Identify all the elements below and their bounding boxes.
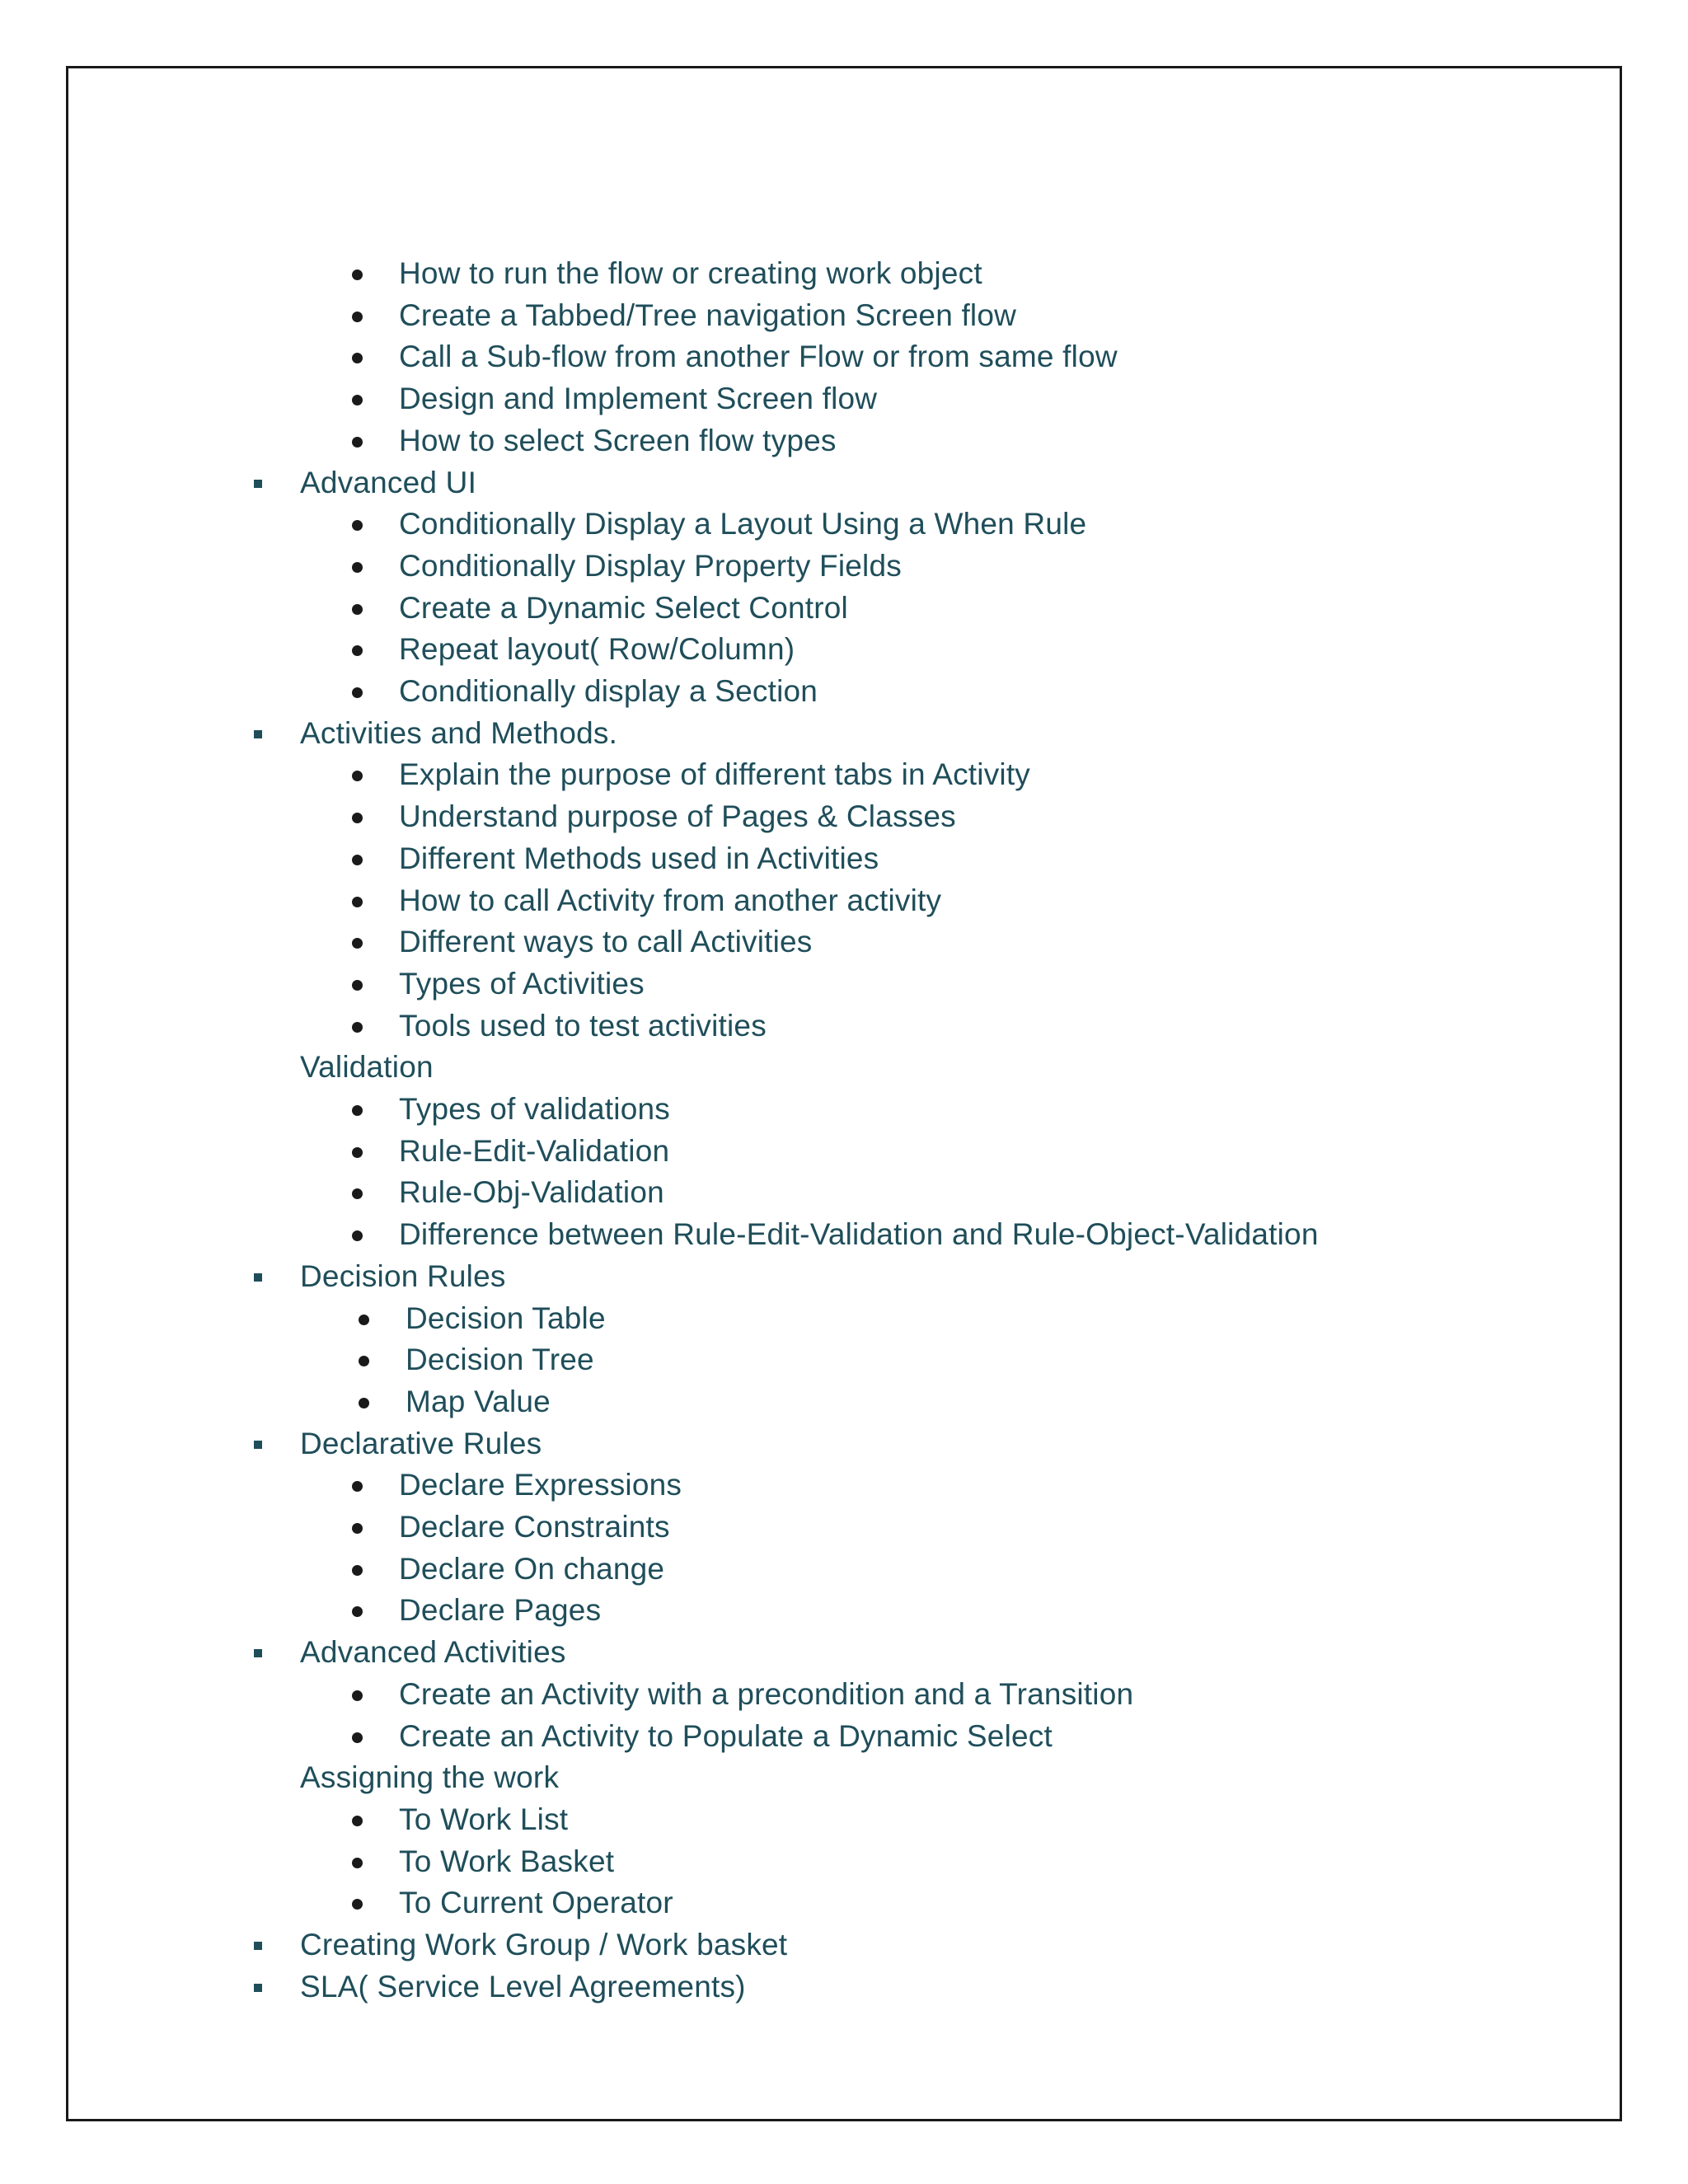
list-item <box>68 1506 1620 1549</box>
list-item-text: To Work List <box>399 1802 569 1836</box>
list-item <box>68 1715 1620 1758</box>
section-heading <box>68 1756 1620 1799</box>
section-heading <box>68 1255 1620 1298</box>
list-item-text: Conditionally Display Property Fields <box>399 548 902 583</box>
list-item-text: Decision Rules <box>300 1258 506 1293</box>
list-item <box>68 879 1620 922</box>
list-item <box>68 1130 1620 1173</box>
section-heading <box>68 712 1620 755</box>
section-heading <box>68 462 1620 504</box>
list-item-text: Rule-Edit-Validation <box>399 1133 670 1168</box>
list-item <box>68 1882 1620 1924</box>
list-item <box>68 837 1620 880</box>
section-heading <box>68 1966 1620 2008</box>
list-item <box>68 628 1620 671</box>
list-item-text: Declare Pages <box>399 1593 602 1628</box>
list-item-text: Map Value <box>406 1384 551 1418</box>
list-item-text: How to run the flow or creating work object <box>399 256 982 290</box>
list-item-text: Create a Tabbed/Tree navigation Screen flow <box>399 298 1017 332</box>
list-item-text: Difference between Rule-Edit-Validation and Rule-Object-Validation <box>399 1217 1319 1252</box>
list-item-text: Decision Table <box>406 1301 606 1335</box>
list-item-text: Declare On change <box>399 1551 665 1586</box>
list-item-text: Explain the purpose of different tabs in Activity <box>399 757 1031 792</box>
list-item-text: How to call Activity from another activity <box>399 883 942 917</box>
list-item-text: Understand purpose of Pages & Classes <box>399 799 956 834</box>
list-item-text: Validation <box>300 1050 434 1085</box>
list-item-text: Repeat layout( Row/Column) <box>399 632 795 667</box>
list-item-text: Declare Expressions <box>399 1468 682 1502</box>
list-item-text: Advanced Activities <box>300 1635 566 1670</box>
list-item <box>68 419 1620 462</box>
page-frame <box>66 66 1622 2121</box>
section-heading <box>68 1924 1620 1966</box>
list-item-text: Declare Constraints <box>399 1510 670 1544</box>
list-item <box>68 1338 1620 1381</box>
list-item <box>68 294 1620 337</box>
list-item-text: Creating Work Group / Work basket <box>300 1928 788 1961</box>
list-item-text: To Current Operator <box>399 1886 673 1920</box>
list-item <box>68 1213 1620 1256</box>
list-item-text: Types of validations <box>399 1092 670 1126</box>
list-item-text: Different ways to call Activities <box>399 925 813 959</box>
list-item-text: Assigning the work <box>300 1760 560 1795</box>
section-heading <box>68 1422 1620 1465</box>
list-item-text: Conditionally display a Section <box>399 674 818 708</box>
list-item <box>68 1673 1620 1716</box>
list-item <box>68 377 1620 420</box>
list-item <box>68 1840 1620 1883</box>
list-item-text: Create a Dynamic Select Control <box>399 590 848 625</box>
list-item <box>68 545 1620 588</box>
course-outline-list <box>68 68 1620 2119</box>
list-item-text: Advanced UI <box>300 465 477 499</box>
list-item <box>68 1380 1620 1423</box>
list-item-text: SLA( Service Level Agreements) <box>300 1969 746 2004</box>
list-item <box>68 1589 1620 1632</box>
list-item <box>68 252 1620 295</box>
list-item-text: Create an Activity with a precondition and a Transition <box>399 1676 1134 1711</box>
list-item-text: Call a Sub-flow from another Flow or from same flow <box>399 340 1118 374</box>
list-item <box>68 1798 1620 1841</box>
list-item-text: Design and Implement Screen flow <box>399 382 878 416</box>
list-item <box>68 587 1620 630</box>
list-item-text: Activities and Methods. <box>300 715 618 750</box>
list-item <box>68 670 1620 713</box>
list-item <box>68 1088 1620 1131</box>
list-item-text: Types of Activities <box>399 966 645 1001</box>
list-item-text: Create an Activity to Populate a Dynamic Select <box>399 1718 1053 1753</box>
list-item-text: Declarative Rules <box>300 1426 542 1460</box>
list-item <box>68 335 1620 378</box>
list-item <box>68 1464 1620 1507</box>
list-item <box>68 753 1620 796</box>
list-item-text: Different Methods used in Activities <box>399 841 879 875</box>
list-item <box>68 503 1620 546</box>
list-item <box>68 921 1620 963</box>
list-item-text: Conditionally Display a Layout Using a When Rule <box>399 507 1087 541</box>
list-item-text: Tools used to test activities <box>399 1008 767 1043</box>
list-item <box>68 963 1620 1005</box>
list-item <box>68 795 1620 838</box>
section-heading <box>68 1631 1620 1674</box>
list-item <box>68 1548 1620 1591</box>
list-item <box>68 1005 1620 1047</box>
list-item <box>68 1171 1620 1214</box>
list-item-text: To Work Basket <box>399 1844 615 1878</box>
list-item <box>68 1297 1620 1340</box>
list-item-text: Rule-Obj-Validation <box>399 1175 664 1210</box>
list-item-text: Decision Tree <box>406 1343 594 1377</box>
list-item-text: How to select Screen flow types <box>399 423 837 457</box>
section-heading <box>68 1046 1620 1089</box>
